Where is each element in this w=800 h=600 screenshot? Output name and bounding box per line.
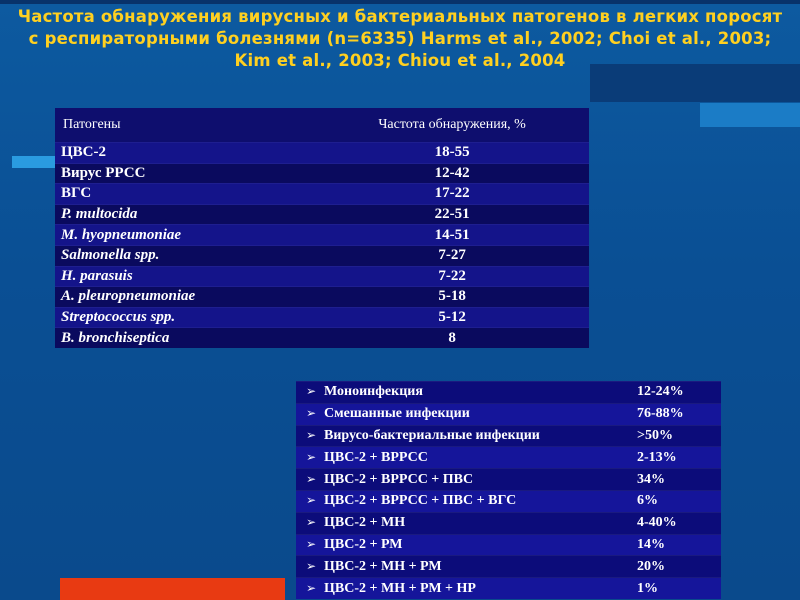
infection-frequency: 12-24% [635,382,721,404]
infection-label-cell [296,403,635,425]
header-frequency: Частота обнаружения, % [315,108,589,143]
table-row [55,204,589,225]
infection-types-table [296,381,721,599]
infection-frequency: 14% [635,534,721,556]
arrow-bullet-icon: ➢ [306,515,317,530]
top-dark-band [0,0,800,4]
table-row [55,287,589,308]
detection-frequency: 7-22 [315,266,589,287]
detection-frequency: 17-22 [315,184,589,205]
infection-label-cell [296,382,635,404]
decorative-cyan-bar-left [12,156,56,168]
list-item [296,447,721,469]
arrow-bullet-icon: ➢ [306,580,317,595]
detection-frequency: 12-42 [315,163,589,184]
infection-frequency: 6% [635,490,721,512]
list-item [296,512,721,534]
arrow-bullet-icon: ➢ [306,427,317,442]
list-item [296,534,721,556]
table-row [55,184,589,205]
arrow-bullet-icon: ➢ [306,449,317,464]
slide-title: Частота обнаружения вирусных и бактериальных патогенов в легких поросят с респираторными болезнями (n=6335) Harms et al., 2002; Choi et al., 2003; Kim et al., 2003; Chiou et al., 2004 [17,7,783,70]
arrow-bullet-icon: ➢ [306,493,317,508]
infection-frequency: >50% [635,425,721,447]
infection-label-cell [296,425,635,447]
infection-label-cell [296,534,635,556]
infection-label: ЦВС-2 + РМ [324,536,403,552]
list-item [296,556,721,578]
header-pathogens: Патогены [55,108,315,143]
pathogen-name: H. parasuis [55,266,315,287]
pathogen-name: Вирус РРСС [55,163,315,184]
list-item [296,469,721,491]
table-row [55,328,589,348]
pathogen-name: ВГС [55,184,315,205]
infection-frequency: 4-40% [635,512,721,534]
list-item [296,425,721,447]
infection-label-cell [296,490,635,512]
pathogen-name: P. multocida [55,204,315,225]
detection-frequency: 5-12 [315,307,589,328]
table-header-row [55,108,589,143]
arrow-bullet-icon: ➢ [306,558,317,573]
infection-frequency: 20% [635,556,721,578]
list-item [296,490,721,512]
arrow-bullet-icon: ➢ [306,384,317,399]
infection-label: Вирусо-бактериальные инфекции [324,427,540,443]
detection-frequency: 18-55 [315,143,589,164]
pathogen-name: Streptococcus spp. [55,307,315,328]
infection-label-cell [296,447,635,469]
detection-frequency: 7-27 [315,245,589,266]
pathogen-name: ЦВС-2 [55,143,315,164]
infection-label: ЦВС-2 + ВРРСС + ПВС + ВГС [324,493,517,509]
infection-label: ЦВС-2 + МН + РМ + НР [324,580,476,596]
infection-label-cell [296,556,635,578]
infection-label: ЦВС-2 + ВРРСС + ПВС [324,471,474,487]
infection-label: Смешанные инфекции [324,406,470,422]
infection-label: ЦВС-2 + МН + РМ [324,558,442,574]
table-row [55,307,589,328]
arrow-bullet-icon: ➢ [306,406,317,421]
pathogen-name: M. hyopneumoniae [55,225,315,246]
pathogen-name: B. bronchiseptica [55,328,315,348]
arrow-bullet-icon: ➢ [306,471,317,486]
infection-label: ЦВС-2 + МН [324,515,406,531]
table-row [55,266,589,287]
pathogen-name: Salmonella spp. [55,245,315,266]
table-row [55,143,589,164]
list-item [296,578,721,599]
table-row [55,225,589,246]
infection-label: ЦВС-2 + ВРРСС [324,449,428,465]
detection-frequency: 22-51 [315,204,589,225]
table-row [55,163,589,184]
infection-frequency: 2-13% [635,447,721,469]
arrow-bullet-icon: ➢ [306,536,317,551]
decorative-light-bar-right [700,103,800,127]
detection-frequency: 8 [315,328,589,348]
infection-frequency: 76-88% [635,403,721,425]
pathogen-name: A. pleuropneumoniae [55,287,315,308]
decorative-red-bar-bottom [60,578,285,600]
infection-frequency: 1% [635,578,721,599]
list-item [296,403,721,425]
list-item [296,382,721,404]
infection-label: Моноинфекция [324,384,423,400]
infection-label-cell [296,578,635,599]
infection-frequency: 34% [635,469,721,491]
infection-label-cell [296,469,635,491]
detection-frequency: 5-18 [315,287,589,308]
pathogen-frequency-table [55,108,589,348]
detection-frequency: 14-51 [315,225,589,246]
infection-label-cell [296,512,635,534]
table-row [55,245,589,266]
